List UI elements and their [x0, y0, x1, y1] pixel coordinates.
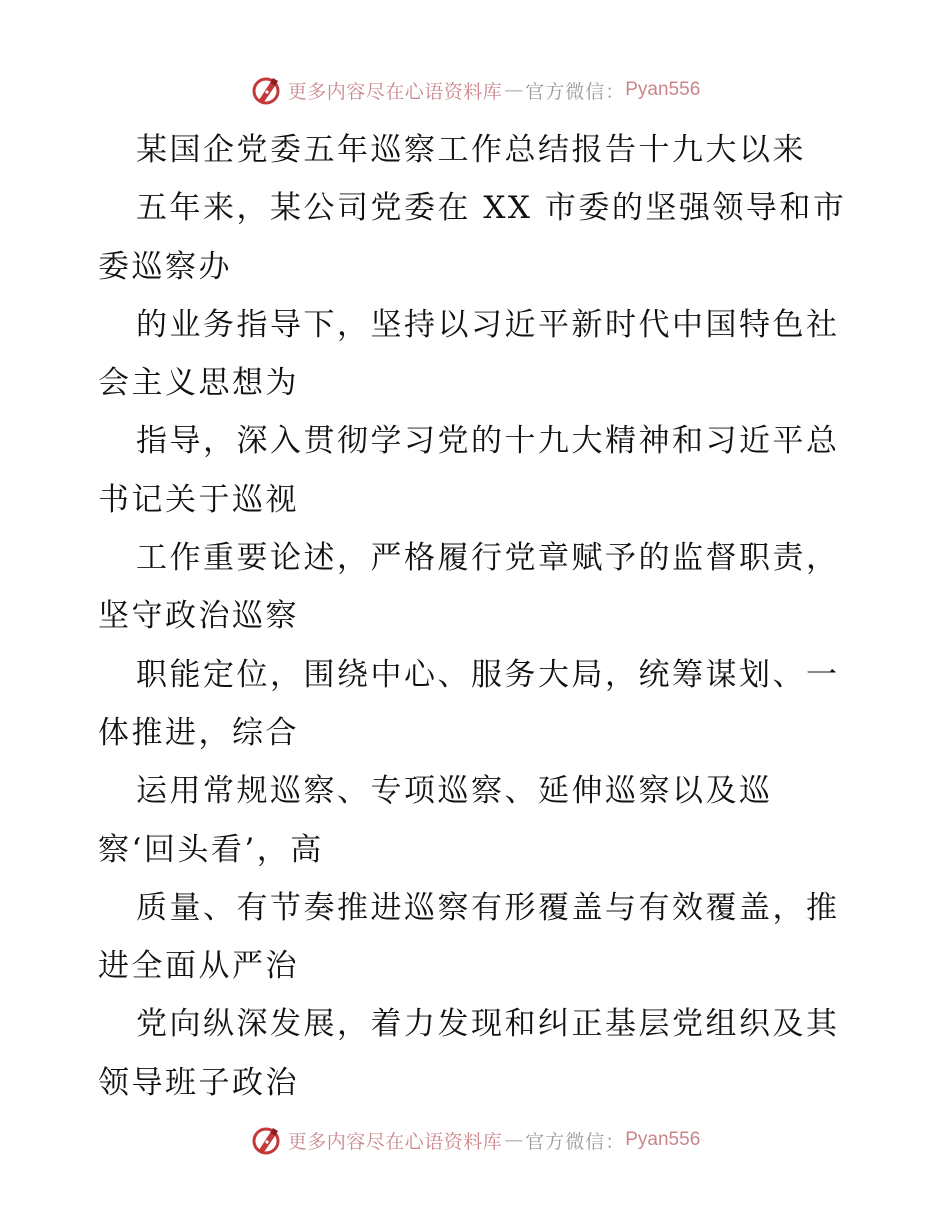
promo-text: 更多内容尽在心语资料库 — [287, 80, 503, 103]
wechat-label: 官方微信： — [525, 1130, 626, 1153]
banner-separator: — — [504, 1129, 524, 1151]
pen-nib-circle-icon — [250, 74, 282, 106]
text-line: 的业务指导下，坚持以习近平新时代中国特色社 — [136, 306, 840, 343]
pen-nib-circle-icon — [250, 1124, 282, 1156]
text-line: 五年来，某公司党委在 XX 市委的坚强领导和市 — [136, 190, 847, 227]
wechat-id: Pyan556 — [625, 79, 701, 100]
text-line: 坚守政治巡察 — [98, 598, 299, 635]
text-line: 工作重要论述，严格履行党章赋予的监督职责， — [136, 540, 840, 577]
header-banner — [0, 70, 950, 110]
text-line: 质量、有节奏推进巡察有形覆盖与有效覆盖，推 — [136, 889, 840, 926]
text-line: 运用常规巡察、专项巡察、延伸巡察以及巡 — [136, 773, 773, 810]
document-body — [98, 121, 868, 1112]
banner-separator: — — [504, 79, 524, 101]
text-line: 体推进，综合 — [98, 714, 299, 751]
text-line: 进全面从严治 — [98, 948, 299, 985]
text-line: 委巡察办 — [98, 248, 232, 285]
text-line: 领导班子政治 — [98, 1064, 299, 1101]
wechat-id: Pyan556 — [625, 1129, 701, 1150]
promo-text: 更多内容尽在心语资料库 — [287, 1130, 503, 1153]
text-line: 党向纵深发展，着力发现和纠正基层党组织及其 — [136, 1006, 840, 1043]
wechat-label: 官方微信： — [525, 80, 626, 103]
text-line: 会主义思想为 — [98, 365, 299, 402]
text-line: 职能定位，围绕中心、服务大局，统筹谋划、一 — [136, 656, 840, 693]
text-line: 书记关于巡视 — [98, 481, 299, 518]
footer-banner — [0, 1120, 950, 1160]
text-line: 察‘回头看’，高 — [98, 831, 324, 868]
text-line: 某国企党委五年巡察工作总结报告十九大以来 — [136, 132, 806, 168]
text-line: 指导，深入贯彻学习党的十九大精神和习近平总 — [136, 423, 840, 460]
